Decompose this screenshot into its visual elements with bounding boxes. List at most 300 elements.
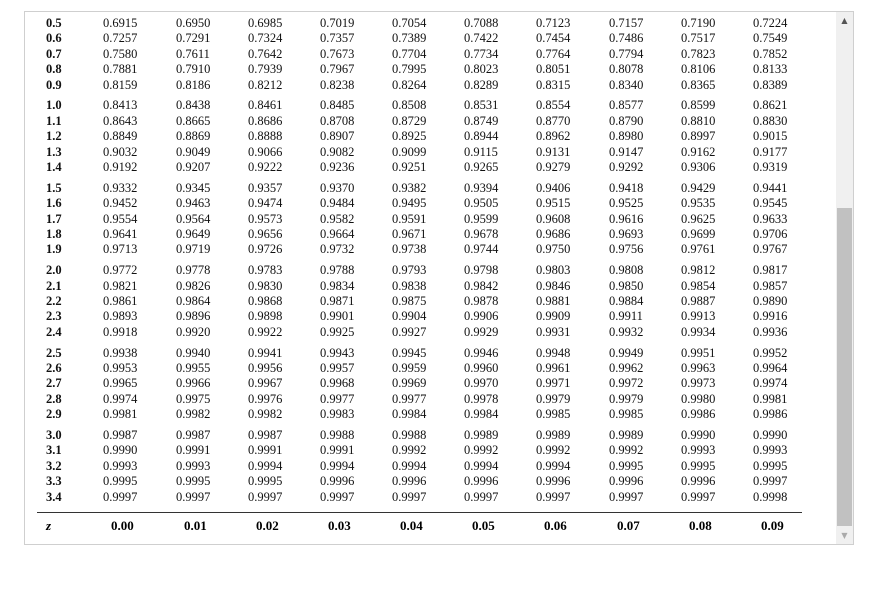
table-cell: 0.9744 <box>464 242 499 257</box>
table-cell: 0.9913 <box>681 309 716 324</box>
table-cell: 0.9452 <box>103 196 138 211</box>
table-cell: 0.9964 <box>753 361 788 375</box>
table-cell: 0.8051 <box>536 62 571 77</box>
column-header: 0.09 <box>761 518 784 533</box>
table-cell: 0.9686 <box>536 227 571 241</box>
table-cell: 0.9957 <box>320 361 355 375</box>
table-cell: 0.9761 <box>681 242 716 257</box>
row-z-value: 2.8 <box>46 391 62 406</box>
row-z-value: 0.7 <box>46 46 62 61</box>
table-cell: 0.9898 <box>248 309 283 324</box>
table-cell: 0.9941 <box>248 345 283 360</box>
table-cell: 0.9535 <box>681 196 716 211</box>
table-cell: 0.9931 <box>536 324 571 339</box>
table-cell: 0.9345 <box>176 180 211 195</box>
table-cell: 0.9971 <box>536 376 571 391</box>
table-cell: 0.9966 <box>176 376 211 391</box>
table-row <box>25 309 805 324</box>
table-cell: 0.9986 <box>753 407 788 422</box>
table-cell: 0.9545 <box>753 196 788 211</box>
table-cell: 0.9961 <box>536 361 571 375</box>
row-z-value: 2.5 <box>46 345 62 360</box>
table-cell: 0.9798 <box>464 263 499 278</box>
table-cell: 0.9772 <box>103 263 138 278</box>
table-cell: 0.9977 <box>320 391 355 406</box>
table-cell: 0.9890 <box>753 294 788 308</box>
row-z-value: 2.0 <box>46 263 62 278</box>
table-cell: 0.8643 <box>103 113 138 128</box>
table-cell: 0.8186 <box>176 77 211 92</box>
row-z-value: 3.0 <box>46 428 62 442</box>
table-cell: 0.6915 <box>103 16 138 30</box>
table-cell: 0.9893 <box>103 309 138 324</box>
table-cell: 0.9932 <box>609 324 644 339</box>
table-cell: 0.8962 <box>536 129 571 144</box>
table-row <box>25 459 805 474</box>
table-row <box>25 78 805 93</box>
table-cell: 0.9978 <box>464 391 499 406</box>
table-cell: 0.9987 <box>103 428 138 442</box>
table-cell: 0.9955 <box>176 361 211 375</box>
row-z-value: 1.7 <box>46 211 62 226</box>
table-cell: 0.7088 <box>464 16 499 30</box>
table-cell: 0.9991 <box>176 443 211 458</box>
table-cell: 0.9997 <box>103 489 138 504</box>
table-cell: 0.9997 <box>464 489 499 504</box>
table-cell: 0.9990 <box>753 428 788 442</box>
table-cell: 0.8849 <box>103 129 138 144</box>
table-cell: 0.6985 <box>248 16 283 30</box>
table-cell: 0.8997 <box>681 129 716 144</box>
row-z-value: 3.2 <box>46 458 62 473</box>
table-cell: 0.9984 <box>392 407 427 422</box>
table-cell: 0.7123 <box>536 16 571 30</box>
table-cell: 0.7910 <box>176 62 211 77</box>
table-row <box>25 160 805 175</box>
row-z-value: 1.8 <box>46 227 62 241</box>
table-cell: 0.9956 <box>248 361 283 375</box>
table-cell: 0.9977 <box>392 391 427 406</box>
table-cell: 0.9884 <box>609 294 644 308</box>
table-cell: 0.9871 <box>320 294 355 308</box>
table-cell: 0.9996 <box>392 474 427 489</box>
table-cell: 0.7324 <box>248 31 283 46</box>
table-cell: 0.9918 <box>103 324 138 339</box>
table-cell: 0.9783 <box>248 263 283 278</box>
table-cell: 0.9974 <box>753 376 788 391</box>
table-cell: 0.9463 <box>176 196 211 211</box>
row-z-value: 2.1 <box>46 278 62 293</box>
table-cell: 0.8508 <box>392 98 427 113</box>
column-header: 0.04 <box>400 518 423 533</box>
table-cell: 0.8159 <box>103 77 138 92</box>
table-cell: 0.9997 <box>176 489 211 504</box>
table-cell: 0.7190 <box>681 16 716 30</box>
table-cell: 0.8106 <box>681 62 716 77</box>
table-row <box>25 361 805 376</box>
table-cell: 0.9505 <box>464 196 499 211</box>
table-cell: 0.9945 <box>392 345 427 360</box>
table-cell: 0.9854 <box>681 278 716 293</box>
table-cell: 0.7852 <box>753 46 788 61</box>
table-cell: 0.9963 <box>681 361 716 375</box>
table-cell: 0.9573 <box>248 211 283 226</box>
table-cell: 0.9738 <box>392 242 427 257</box>
table-row <box>25 98 805 113</box>
table-cell: 0.9306 <box>681 160 716 174</box>
table-row <box>25 346 805 361</box>
table-cell: 0.9131 <box>536 144 571 159</box>
table-cell: 0.9994 <box>248 458 283 473</box>
table-cell: 0.9929 <box>464 324 499 339</box>
table-cell: 0.9625 <box>681 211 716 226</box>
table-cell: 0.8289 <box>464 77 499 92</box>
table-cell: 0.8577 <box>609 98 644 113</box>
table-cell: 0.9962 <box>609 361 644 375</box>
table-cell: 0.8485 <box>320 98 355 113</box>
table-cell: 0.9878 <box>464 294 499 308</box>
table-cell: 0.9969 <box>392 376 427 391</box>
table-cell: 0.8315 <box>536 77 571 92</box>
table-cell: 0.8980 <box>609 129 644 144</box>
table-cell: 0.9911 <box>609 309 643 324</box>
table-row <box>25 407 805 422</box>
table-cell: 0.9997 <box>392 489 427 504</box>
z-table <box>25 12 837 544</box>
table-cell: 0.9406 <box>536 180 571 195</box>
table-cell: 0.9015 <box>753 129 788 144</box>
table-cell: 0.9909 <box>536 309 571 324</box>
table-cell: 0.8686 <box>248 113 283 128</box>
table-cell: 0.9554 <box>103 211 138 226</box>
table-row <box>25 16 805 31</box>
table-cell: 0.8708 <box>320 113 355 128</box>
table-cell: 0.9370 <box>320 180 355 195</box>
table-cell: 0.8340 <box>609 77 644 92</box>
table-cell: 0.9949 <box>609 345 644 360</box>
table-cell: 0.9992 <box>392 443 427 458</box>
table-cell: 0.7881 <box>103 62 138 77</box>
table-cell: 0.9982 <box>176 407 211 422</box>
row-z-value: 2.7 <box>46 376 62 391</box>
table-cell: 0.9207 <box>176 160 211 174</box>
table-cell: 0.9997 <box>248 489 283 504</box>
table-cell: 0.8531 <box>464 98 499 113</box>
table-cell: 0.9997 <box>536 489 571 504</box>
table-cell: 0.9726 <box>248 242 283 257</box>
table-cell: 0.9357 <box>248 180 283 195</box>
table-cell: 0.9996 <box>320 474 355 489</box>
table-cell: 0.9564 <box>176 211 211 226</box>
table-cell: 0.9983 <box>320 407 355 422</box>
table-cell: 0.9192 <box>103 160 138 174</box>
table-cell: 0.9979 <box>609 391 644 406</box>
table-cell: 0.9864 <box>176 294 211 308</box>
table-cell: 0.9997 <box>753 474 788 489</box>
row-z-value: 2.2 <box>46 294 62 308</box>
table-cell: 0.9591 <box>392 211 427 226</box>
table-cell: 0.9251 <box>392 160 427 174</box>
table-cell: 0.9641 <box>103 227 138 241</box>
table-row <box>25 428 805 443</box>
table-cell: 0.9996 <box>464 474 499 489</box>
table-cell: 0.9699 <box>681 227 716 241</box>
table-cell: 0.8869 <box>176 129 211 144</box>
table-row <box>25 443 805 458</box>
table-cell: 0.9986 <box>681 407 716 422</box>
table-cell: 0.9821 <box>103 278 138 293</box>
table-cell: 0.9972 <box>609 376 644 391</box>
table-cell: 0.9332 <box>103 180 138 195</box>
table-cell: 0.9997 <box>681 489 716 504</box>
table-cell: 0.9920 <box>176 324 211 339</box>
table-cell: 0.7157 <box>609 16 644 30</box>
table-cell: 0.9991 <box>248 443 283 458</box>
table-cell: 0.7517 <box>681 31 716 46</box>
table-cell: 0.7224 <box>753 16 788 30</box>
table-cell: 0.9993 <box>753 443 788 458</box>
table-viewport[interactable] <box>24 11 854 545</box>
table-cell: 0.9989 <box>464 428 499 442</box>
table-cell: 0.9441 <box>753 180 788 195</box>
table-cell: 0.7611 <box>176 46 210 61</box>
table-cell: 0.9982 <box>248 407 283 422</box>
table-cell: 0.9953 <box>103 361 138 375</box>
table-cell: 0.9951 <box>681 345 716 360</box>
table-cell: 0.9938 <box>103 345 138 360</box>
table-cell: 0.9979 <box>536 391 571 406</box>
table-cell: 0.9292 <box>609 160 644 174</box>
table-cell: 0.8461 <box>248 98 283 113</box>
table-cell: 0.8212 <box>248 77 283 92</box>
table-cell: 0.9984 <box>464 407 499 422</box>
table-cell: 0.9778 <box>176 263 211 278</box>
table-cell: 0.7422 <box>464 31 499 46</box>
table-cell: 0.9960 <box>464 361 499 375</box>
table-row <box>25 392 805 407</box>
table-cell: 0.8238 <box>320 77 355 92</box>
table-cell: 0.9846 <box>536 278 571 293</box>
table-cell: 0.9994 <box>392 458 427 473</box>
row-z-value: 3.1 <box>46 443 62 458</box>
table-cell: 0.9279 <box>536 160 571 174</box>
table-cell: 0.9993 <box>176 458 211 473</box>
table-cell: 0.9812 <box>681 263 716 278</box>
table-cell: 0.9952 <box>753 345 788 360</box>
table-cell: 0.9922 <box>248 324 283 339</box>
table-cell: 0.7823 <box>681 46 716 61</box>
table-cell: 0.9750 <box>536 242 571 257</box>
table-cell: 0.9981 <box>753 391 788 406</box>
table-cell: 0.9633 <box>753 211 788 226</box>
table-cell: 0.9985 <box>609 407 644 422</box>
table-cell: 0.9980 <box>681 391 716 406</box>
table-cell: 0.7734 <box>464 46 499 61</box>
table-cell: 0.9706 <box>753 227 788 241</box>
table-row <box>25 196 805 211</box>
table-cell: 0.9838 <box>392 278 427 293</box>
table-cell: 0.9989 <box>536 428 571 442</box>
table-cell: 0.8810 <box>681 113 716 128</box>
z-axis-label: z <box>46 518 52 533</box>
table-row <box>25 474 805 489</box>
table-cell: 0.8925 <box>392 129 427 144</box>
table-cell: 0.9992 <box>464 443 499 458</box>
table-cell: 0.9989 <box>609 428 644 442</box>
table-cell: 0.8413 <box>103 98 138 113</box>
table-cell: 0.9925 <box>320 324 355 339</box>
row-z-value: 0.5 <box>46 16 62 30</box>
table-row <box>25 325 805 340</box>
scroll-up-icon[interactable]: ▲ <box>841 16 848 25</box>
table-cell: 0.9936 <box>753 324 788 339</box>
table-cell: 0.9808 <box>609 263 644 278</box>
table-cell: 0.9959 <box>392 361 427 375</box>
table-cell: 0.7580 <box>103 46 138 61</box>
table-cell: 0.9995 <box>681 458 716 473</box>
table-cell: 0.8888 <box>248 129 283 144</box>
table-cell: 0.9994 <box>536 458 571 473</box>
row-z-value: 2.4 <box>46 324 62 339</box>
table-cell: 0.9946 <box>464 345 499 360</box>
table-cell: 0.8438 <box>176 98 211 113</box>
table-cell: 0.9525 <box>609 196 644 211</box>
table-cell: 0.9875 <box>392 294 427 308</box>
table-cell: 0.9049 <box>176 144 211 159</box>
table-cell: 0.9830 <box>248 278 283 293</box>
table-cell: 0.7967 <box>320 62 355 77</box>
table-cell: 0.9817 <box>753 263 788 278</box>
table-cell: 0.9995 <box>248 474 283 489</box>
column-header: 0.08 <box>689 518 712 533</box>
table-cell: 0.9222 <box>248 160 283 174</box>
table-cell: 0.9664 <box>320 227 355 241</box>
table-cell: 0.9495 <box>392 196 427 211</box>
table-cell: 0.9995 <box>176 474 211 489</box>
table-cell: 0.9236 <box>320 160 355 174</box>
table-cell: 0.9994 <box>464 458 499 473</box>
table-cell: 0.9147 <box>609 144 644 159</box>
row-z-value: 1.1 <box>46 113 62 128</box>
row-z-value: 1.6 <box>46 196 62 211</box>
table-cell: 0.9803 <box>536 263 571 278</box>
table-row <box>25 114 805 129</box>
table-cell: 0.8078 <box>609 62 644 77</box>
table-row <box>25 227 805 242</box>
row-z-value: 0.8 <box>46 62 62 77</box>
table-cell: 0.9987 <box>176 428 211 442</box>
table-cell: 0.9970 <box>464 376 499 391</box>
table-cell: 0.9906 <box>464 309 499 324</box>
table-cell: 0.9582 <box>320 211 355 226</box>
table-cell: 0.9992 <box>536 443 571 458</box>
vertical-scrollbar[interactable] <box>836 12 853 544</box>
table-cell: 0.9868 <box>248 294 283 308</box>
table-cell: 0.9599 <box>464 211 499 226</box>
table-row <box>25 31 805 46</box>
table-cell: 0.8665 <box>176 113 211 128</box>
table-cell: 0.9887 <box>681 294 716 308</box>
table-cell: 0.9904 <box>392 309 427 324</box>
table-cell: 0.9826 <box>176 278 211 293</box>
table-row <box>25 181 805 196</box>
table-cell: 0.9732 <box>320 242 355 257</box>
scroll-down-icon[interactable]: ▼ <box>841 531 848 540</box>
table-cell: 0.9515 <box>536 196 571 211</box>
table-cell: 0.7357 <box>320 31 355 46</box>
table-cell: 0.9994 <box>320 458 355 473</box>
table-cell: 0.8790 <box>609 113 644 128</box>
table-row <box>25 129 805 144</box>
table-cell: 0.7939 <box>248 62 283 77</box>
table-cell: 0.7389 <box>392 31 427 46</box>
row-z-value: 3.4 <box>46 489 62 504</box>
table-cell: 0.9429 <box>681 180 716 195</box>
table-cell: 0.8944 <box>464 129 499 144</box>
scrollbar-thumb[interactable] <box>837 208 852 526</box>
table-row <box>25 242 805 257</box>
table-cell: 0.8365 <box>681 77 716 92</box>
column-header: 0.06 <box>544 518 567 533</box>
row-z-value: 1.3 <box>46 144 62 159</box>
table-cell: 0.8621 <box>753 98 788 113</box>
row-z-value: 1.9 <box>46 242 62 257</box>
table-cell: 0.9998 <box>753 489 788 504</box>
table-cell: 0.9319 <box>753 160 788 174</box>
table-cell: 0.9656 <box>248 227 283 241</box>
table-cell: 0.9793 <box>392 263 427 278</box>
table-cell: 0.9968 <box>320 376 355 391</box>
table-cell: 0.7794 <box>609 46 644 61</box>
table-cell: 0.9943 <box>320 345 355 360</box>
table-cell: 0.9394 <box>464 180 499 195</box>
table-cell: 0.7291 <box>176 31 211 46</box>
table-cell: 0.8023 <box>464 62 499 77</box>
table-row <box>25 263 805 278</box>
table-cell: 0.9099 <box>392 144 427 159</box>
table-row <box>25 490 805 505</box>
row-z-value: 3.3 <box>46 474 62 489</box>
column-header: 0.07 <box>617 518 640 533</box>
table-cell: 0.9967 <box>248 376 283 391</box>
table-cell: 0.8599 <box>681 98 716 113</box>
table-cell: 0.9995 <box>609 458 644 473</box>
table-cell: 0.9608 <box>536 211 571 226</box>
table-row <box>25 62 805 77</box>
row-z-value: 2.9 <box>46 407 62 422</box>
table-cell: 0.7642 <box>248 46 283 61</box>
row-z-value: 1.5 <box>46 180 62 195</box>
column-header: 0.02 <box>256 518 279 533</box>
table-cell: 0.9927 <box>392 324 427 339</box>
table-cell: 0.9671 <box>392 227 427 241</box>
table-cell: 0.9177 <box>753 144 788 159</box>
table-cell: 0.9693 <box>609 227 644 241</box>
table-cell: 0.7764 <box>536 46 571 61</box>
table-row <box>25 145 805 160</box>
table-cell: 0.9916 <box>753 309 788 324</box>
table-cell: 0.9162 <box>681 144 716 159</box>
table-cell: 0.9082 <box>320 144 355 159</box>
table-cell: 0.7054 <box>392 16 427 30</box>
table-row <box>25 376 805 391</box>
table-cell: 0.9756 <box>609 242 644 257</box>
column-header: 0.05 <box>472 518 495 533</box>
table-cell: 0.9767 <box>753 242 788 257</box>
table-cell: 0.9985 <box>536 407 571 422</box>
table-cell: 0.7704 <box>392 46 427 61</box>
table-cell: 0.9484 <box>320 196 355 211</box>
